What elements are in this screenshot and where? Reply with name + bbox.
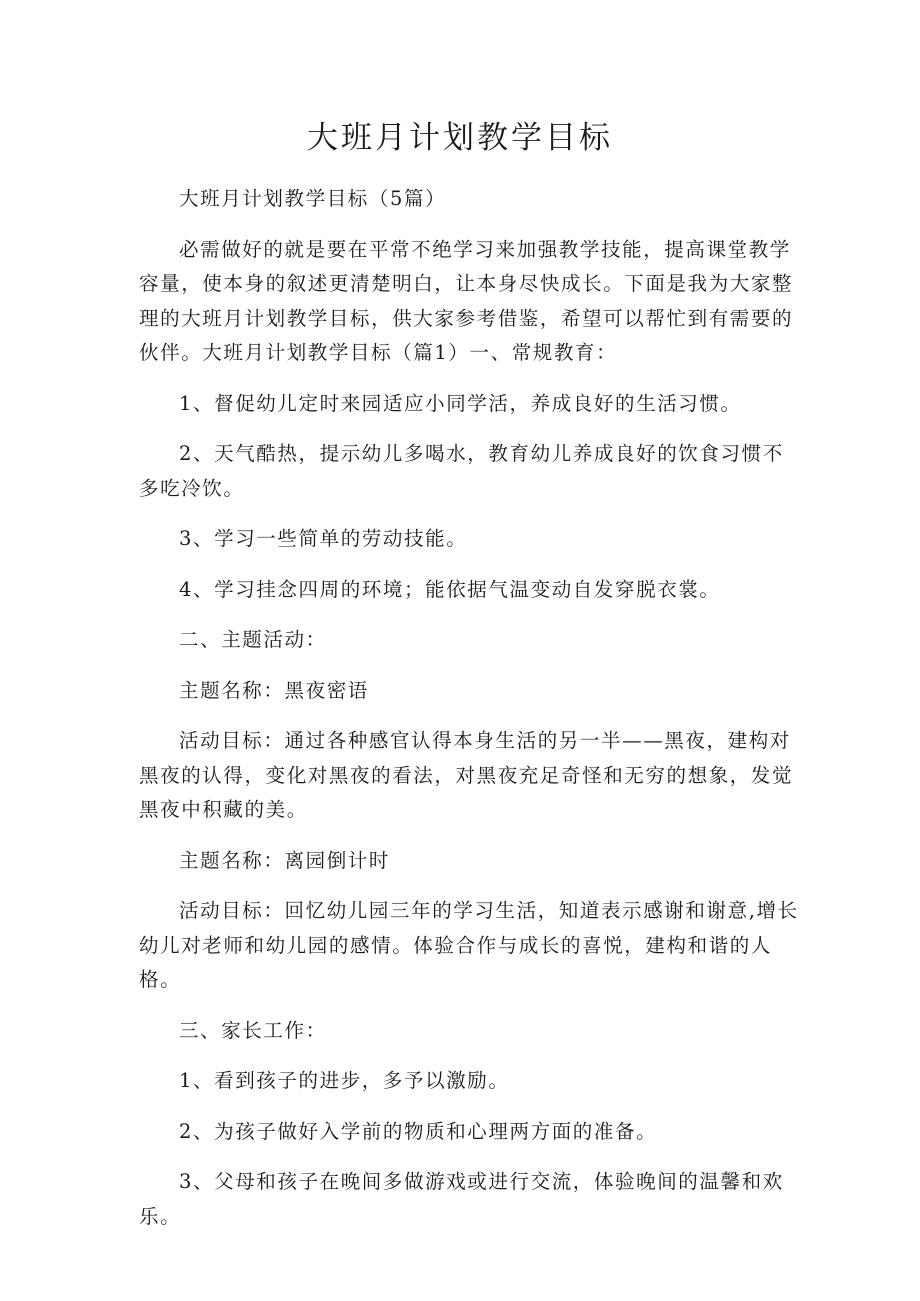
subtitle-paragraph: 大班月计划教学目标（5篇） [179,187,447,210]
document-title: 大班月计划教学目标 [307,120,613,156]
list-item: 1、督促幼儿定时来园适应小同学活，养成良好的生活习惯。 [179,391,742,415]
activity-goal: 活动目标：回忆幼儿园三年的学习生活，知道表示感谢和谢意,增长幼儿对老师和幼儿园的感情。体验合作与成长的喜悦，建构和谐的人格。 [139,899,799,991]
activity-goal: 活动目标：通过各种感官认得本身生活的另一半——黑夜，建构对黑夜的认得，变化对黑夜的看法，对黑夜充足奇怪和无穷的想象，发觉黑夜中积藏的美。 [139,729,794,821]
list-item: 2、天气酷热，提示幼儿多喝水，教育幼儿养成良好的饮食习惯不多吃冷饮。 [139,442,784,500]
list-item: 1、看到孩子的进步，多予以激励。 [179,1069,510,1092]
theme-name: 主题名称：黑夜密语 [179,678,369,702]
theme-name: 主题名称：离园倒计时 [179,848,391,872]
list-item: 2、为孩子做好入学前的物质和心理两方面的准备。 [179,1119,658,1143]
list-item: 3、父母和孩子在晚间多做游戏或进行交流，体验晚间的温馨和欢乐。 [139,1170,784,1228]
list-item: 4、学习挂念四周的环境；能依据气温变动自发穿脱衣裳。 [179,577,721,601]
section-heading: 三、家长工作： [179,1018,327,1042]
section-heading: 二、主题活动： [179,628,327,651]
list-item: 3、学习一些简单的劳动技能。 [179,527,468,550]
intro-paragraph: 必需做好的就是要在平常不绝学习来加强教学技能，提高课堂教学容量，使本身的叙述更清楚明白，让本身尽快成长。下面是我为大家整理的大班月计划教学目标，供大家参考借鉴，希望可以帮忙到有需要的伙伴。大班月计划教学目标（篇1）一、常规教育： [139,237,794,364]
document-body [139,182,801,1234]
